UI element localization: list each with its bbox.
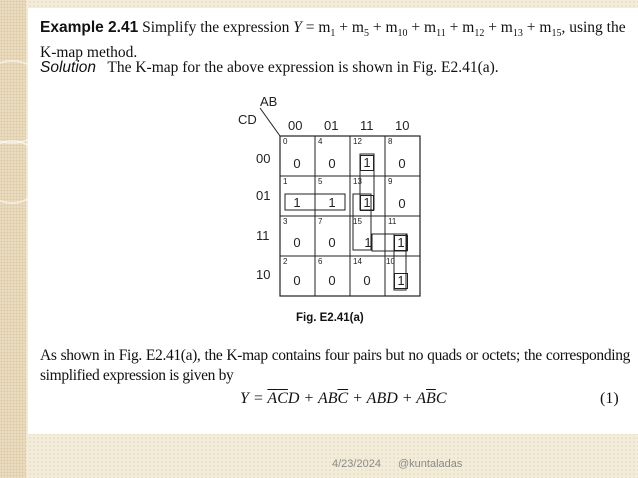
cell-value: 1 (360, 195, 374, 211)
cell-value: 0 (328, 156, 336, 171)
cell-value: 1 (328, 195, 336, 210)
example-expression: $Y = m_1 + m_5 + m_{10} + m_{11} + m_{12} + m_{13} + m_{15}$ (293, 19, 562, 40)
cell-value: 1 (394, 235, 408, 251)
cell-value: 1 (394, 273, 408, 289)
cell-index: 15 (353, 217, 362, 226)
slide-content (28, 8, 638, 434)
cell-index: 8 (388, 137, 393, 146)
footer-date: 4/23/2024 (332, 458, 381, 470)
cell-index: 5 (318, 177, 323, 186)
simplified-expression: $Y = \overline{A}\overline{C}D + AB\overline{C}$ + ABD + $A\overline{B}C$ (240, 390, 447, 407)
cell-index: 9 (388, 177, 393, 186)
kmap-row-header: 11 (256, 228, 270, 243)
cell-value: 0 (328, 235, 336, 250)
cell-value: 1 (364, 235, 372, 250)
cell-index: 6 (318, 257, 323, 266)
cell-value: 0 (293, 235, 301, 250)
figure-caption: Fig. E2.41(a) (296, 312, 364, 324)
solution-label: Solution (40, 59, 97, 76)
kmap-var-top: AB (260, 94, 278, 109)
equation-number: (1) (600, 390, 619, 407)
cell-index: 3 (283, 217, 288, 226)
cell-value: 0 (293, 273, 301, 288)
cell-value: 1 (293, 195, 301, 210)
cell-index: 12 (353, 137, 362, 146)
kmap-row-header: 01 (256, 188, 271, 203)
example-text-post: , using the K-map method. (40, 19, 626, 62)
cell-value: 0 (363, 273, 371, 288)
cell-index: 2 (283, 257, 288, 266)
kmap-var-left: CD (238, 112, 257, 127)
example-text-pre: Simplify the expression (142, 19, 290, 36)
cell-index: 1 (283, 177, 288, 186)
kmap-col-header: 00 (288, 118, 303, 133)
kmap-row-header: 10 (256, 267, 271, 282)
cell-index: 10 (386, 257, 395, 266)
solution-text: The K-map for the above expression is shown in Fig. E2.41(a). (107, 59, 499, 76)
cell-index: 4 (318, 137, 323, 146)
footer-handle: @kuntaladas (398, 458, 463, 470)
equation-lhs: Y = (240, 390, 264, 407)
slide-footer (332, 458, 476, 470)
cell-value: 0 (398, 156, 406, 171)
example-label: Example 2.41 (40, 19, 139, 36)
kmap-col-header: 11 (360, 118, 374, 133)
cell-index: 11 (388, 217, 397, 226)
cell-value: 0 (328, 273, 336, 288)
cell-index: 14 (353, 257, 362, 266)
body-paragraph: As shown in Fig. E2.41(a), the K-map contains four pairs but no quads or octets; the corresponding simplified expression is given by (40, 347, 630, 384)
cell-value: 1 (360, 155, 374, 171)
kmap-col-header: 01 (324, 118, 339, 133)
cell-index: 13 (353, 177, 362, 186)
cell-index: 0 (283, 137, 288, 146)
kmap-diagonal (260, 108, 280, 136)
cell-index: 7 (318, 217, 323, 226)
kmap-row-header: 00 (256, 151, 271, 166)
kmap-col-header: 10 (395, 118, 410, 133)
cell-value: 0 (398, 196, 406, 211)
cell-value: 0 (293, 156, 301, 171)
